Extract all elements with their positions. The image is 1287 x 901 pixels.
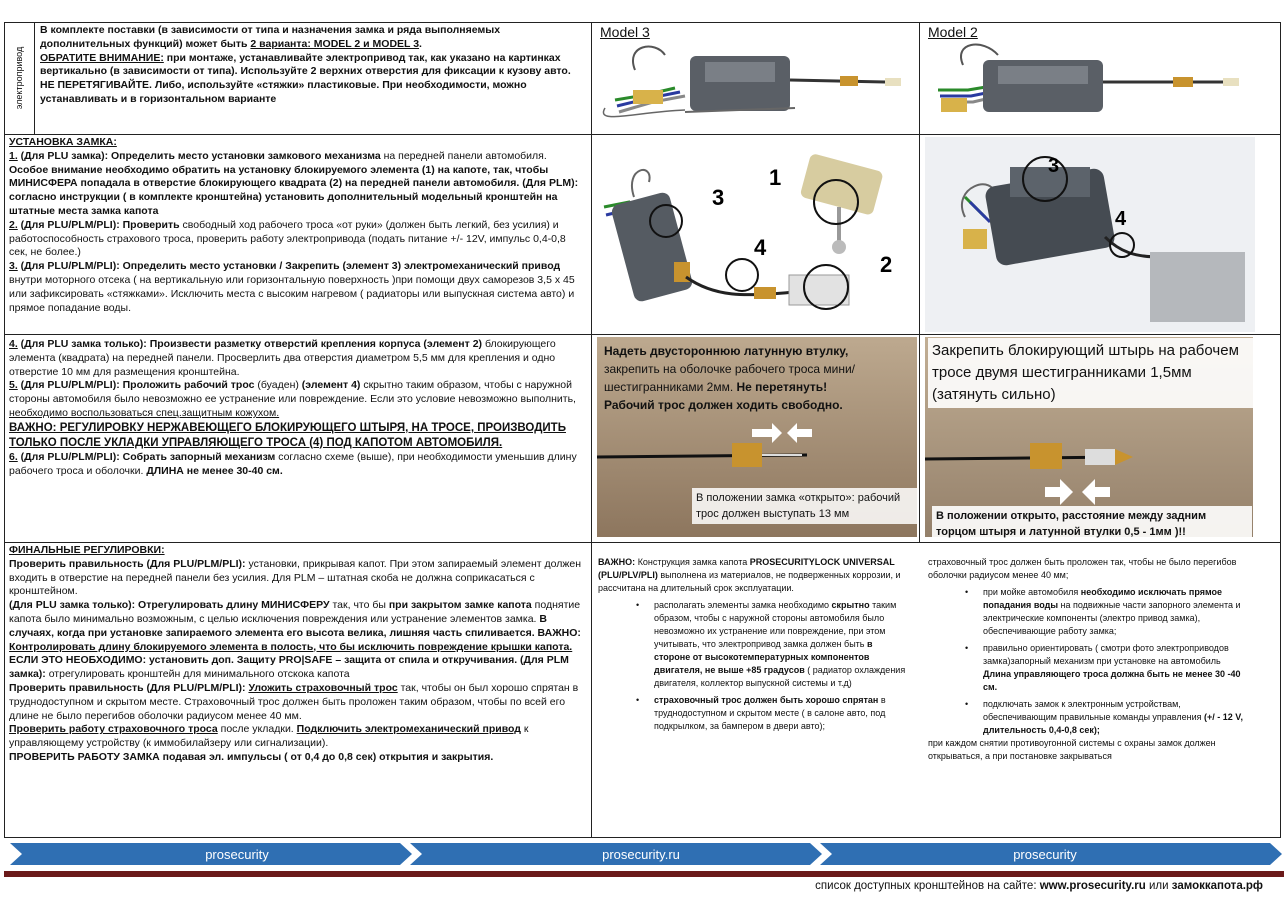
footer-link-2[interactable]: замоккапота.рф xyxy=(1171,880,1263,892)
row-divider-2 xyxy=(4,334,1281,335)
accent-line xyxy=(4,871,1284,877)
row2-text: УСТАНОВКА ЗАМКА: 1. (Для PLU замка): Определить место установки замкового механизма на передней панели автомобиля. Особое внимание необходимо обратить на установку блокируемого элемента (1) на капоте, так, чтобы МИНИСФЕРА попадала в отверстие блокирующего квадрата (2) на передней панели автомобиля. (Для PLM): согласно инструкции ( в комплекте кронштейна) установить дополнительный модельный кронштейн на штатные места замка капота 2. (Для PLU/PLM/PLI): Проверить свободный ход рабочего троса «от руки» (должен быть легкий, без усилия) и работоспособность страхового троса, проверить работу электропривода (подать питание +/- 12V, импульс 0,4-0,8 сек, не более.) 3. (Для PLU/PLM/PLI): Определить место установки / Закрепить (элемент 3) электромеханический привод внутри моторного отсека ( на вертикальную или горизонтальную поверхность )при помощи двух саморезов 3,5 х 45 или зафиксировать «стяжками». Исключить места с высоким нагревом ( радиаторы или выпускная система авто) и прямое попадание воды. xyxy=(9,136,579,314)
row1-text: В комплекте поставки (в зависимости от типа и назначения замка и ряда выполняемых дополнительных функций) может быть 2 варианта: MODEL 2 и MODEL 3. ОБРАТИТЕ ВНИМАНИЕ: при монтаже, устанавливайте электропривод так, как указано на картинках вертикально (в зависимости от типа). Используйте 2 верхних отверстия для фиксации к кузову авто. НЕ ПЕРЕТЯГИВАЙТЕ. Либо, используйте «стяжки» пластиковые. При необходимости, можно устанавливать и в горизонтальном варианте xyxy=(40,24,571,105)
footer-link-1[interactable]: www.prosecurity.ru xyxy=(1039,880,1146,892)
brand-banner xyxy=(0,843,1287,865)
label-3: 3 xyxy=(712,185,725,210)
label-4b: 4 xyxy=(1115,208,1127,230)
bushing-bottom-caption: В положении замка «открыто»: рабочий трос должен выступать 13 мм xyxy=(692,488,917,524)
label-2: 2 xyxy=(880,252,893,277)
model2-actuator-drawing xyxy=(923,40,1268,132)
bushing-caption: Надеть двустороннюю латунную втулку, закрепить на оболочке рабочего троса мини/шестигранниками 2мм. Не перетянуть! Рабочий трос должен ходить свободно. xyxy=(604,344,855,412)
label-4: 4 xyxy=(754,235,767,260)
banner-label-1: prosecurity xyxy=(205,847,269,862)
pin-caption: Закрепить блокирующий штырь на рабочем тросе двумя шестигранниками 1,5мм (затянуть сильно) xyxy=(928,338,1253,408)
row4-middle-text: ВАЖНО: Конструкция замка капота PROSECURITYLOCK UNIVERSAL (PLU/PLV/PLI) выполнена из материалов, не подверженных коррозии, и рассчитана на длительный срок эксплуатации. • располагать элементы замка необходимо скрытно таким образом, чтобы с наружной стороны автомобиля было невозможно их устранение или повреждение, при этом учитывать, что электропривод замка должен быть в стороне от высокотемпературных компонентов двигателя, не выше +85 градусов ( радиатор охлаждения двигателя, коллектор выпускной системы и т.д) • страховочный трос должен быть хорошо спрятан в труднодоступном и скрытом месте ( в салоне авто, под подкрылком, за бампером в двери авто); xyxy=(598,557,906,731)
footer-note: список доступных кронштейнов на сайте: www.prosecurity.ru или замоккапота.рф xyxy=(815,880,1263,892)
row4-text: ФИНАЛЬНЫЕ РЕГУЛИРОВКИ: Проверить правильность (Для PLU/PLM/PLI): установки, прикрывая капот. При этом запираемый элемент должен входить в отверстие на передней панели без усилия. Для PLM – штатная скоба не должна соприкасаться с кронштейном. (Для PLU замка только): Отрегулировать длину МИНИСФЕРУ так, что бы при закрытом замке капота поднятие капота было минимально возможным, с целью исключения повреждения или устранение элементов замка. В случаях, когда при установке запираемого элемента его высота велика, лишняя часть спиливается. ВАЖНО: Контролировать длину блокируемого элемента в полость, что бы исключить повреждение крышки капота. ЕСЛИ ЭТО НЕОБХОДИМО: установить доп. Защиту PRO|SAFE – защита от спила и откручивания. (Для PLM замка): отрегулировать кронштейн для минимального отскока капота Проверить правильность (Для PLU/PLM/PLI): Уложить страховочный трос так, чтобы он был хорошо спрятан в труднодоступном и скрытом месте. Страховочный трос должен быть проложен таким образом, чтобы по всей его длине не было перегибов оболочки радиусом менее 40 мм. Проверить работу страховочного троса после укладки. Подключить электромеханический привод к управляющему устройству (к иммобилайзеру или сигнализации). ПРОВЕРИТЬ РАБОТУ ЗАМКА подавая эл. импульсы ( от 0,4 до 0,8 сек) открытия и закрытия. xyxy=(9,544,582,763)
col-divider-1 xyxy=(591,22,592,838)
row-divider-1 xyxy=(4,134,1281,135)
side-label: электропривод xyxy=(14,46,24,110)
row-divider-3 xyxy=(4,542,1281,543)
col-divider-2 xyxy=(919,22,920,542)
row4-right-text: страховочный трос должен быть проложен так, чтобы не было перегибов оболочки радиусом менее 40 мм; • при мойке автомобиля необходимо исключать прямое попадания воды на подвижные части запорного элемента и электрические компоненты (электро привод замка), обеспечивающие работу замка; • правильно ориентировать ( смотри фото электроприводов замка)запорный механизм при установке на автомобиль Длина управляющего троса должна быть не менее 30 -40 см. • подключать замок к электронным устройствам, обеспечивающим правильные команды управления (+/ - 12 V, длительность 0,4-0,8 сек); при каждом снятии противоугонной системы с охраны замок должен открываться, а при постановке закрываться xyxy=(928,557,1243,761)
pin-bottom-caption: В положении открыто, расстояние между задним торцом штыря и латунной втулки 0,5 - 1мм )!! xyxy=(932,506,1252,542)
banner-label-2: prosecurity.ru xyxy=(602,847,680,862)
assembly-diagram-2 xyxy=(925,137,1255,332)
row3-text: 4. (Для PLU замка только): Произвести разметку отверстий крепления корпуса (элемент 2) блокирующего элемента (квадрата) на передней панели. Просверлить два отверстия диаметром 5,5 мм для крепления и одно отверстие 10 мм для размещения кронштейна. 5. (Для PLU/PLM/PLI): Проложить рабочий трос (буаден) (элемент 4) скрытно таким образом, чтобы с наружной стороны автомобиля было невозможно ее устранение или повреждение. Если это условие невозможно выполнить, необходимо воспользоваться спец.защитным кожухом. ВАЖНО: РЕГУЛИРОВКУ НЕРЖАВЕЮЩЕГО БЛОКИРУЮЩЕГО ШТЫРЯ, НА ТРОСЕ, ПРОИЗВОДИТЬ ТОЛЬКО ПОСЛЕ УКЛАДКИ УПРАВЛЯЮЩЕГО ТРОСА (4) ПОД КАПОТОМ АВТОМОБИЛЯ. 6. (Для PLU/PLM/PLI): Собрать запорный механизм согласно схеме (выше), при необходимости уменьшив длину рабочего троса и оболочки. ДЛИНА не менее 30-40 см. xyxy=(9,338,577,477)
label-1: 1 xyxy=(769,165,782,190)
model2-label: Model 2 xyxy=(928,24,978,40)
col-divider-side xyxy=(34,22,35,134)
banner-label-3: prosecurity xyxy=(1013,847,1077,862)
model3-label: Model 3 xyxy=(600,24,650,40)
model3-actuator-drawing xyxy=(595,40,915,132)
assembly-diagram-1 xyxy=(594,137,916,332)
label-3b: 3 xyxy=(1048,155,1060,177)
